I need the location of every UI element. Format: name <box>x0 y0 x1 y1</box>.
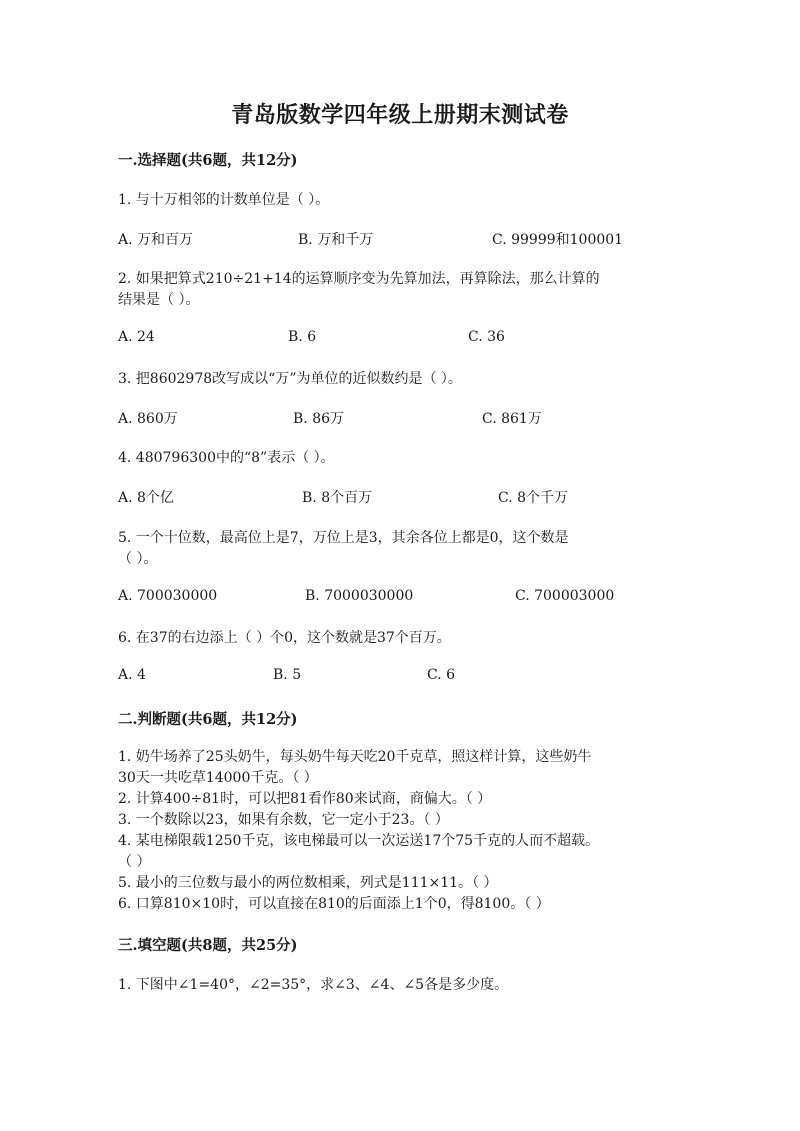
judgement-line: 1. 奶牛场养了25头奶牛，每头奶牛每天吃20千克草，照这样计算，这些奶牛 <box>118 749 592 765</box>
section-heading-choice: 一.选择题(共6题，共12分) <box>118 152 298 169</box>
option-a: A. 4 <box>118 667 146 683</box>
option-c: C. 6 <box>427 667 456 683</box>
option-c: C. 8个千万 <box>498 490 569 506</box>
question-text: 1. 下图中∠1=40°，∠2=35°，求∠3、∠4、∠5各是多少度。 <box>118 977 509 993</box>
option-a: A. 8个亿 <box>118 490 174 506</box>
option-c: C. 99999和100001 <box>492 232 624 248</box>
option-b: B. 86万 <box>293 411 345 427</box>
question-text: 6. 在37的右边添上（ ）个0，这个数就是37个百万。 <box>118 630 451 646</box>
question-text: 3. 把8602978改写成以“万”为单位的近似数约是（ ）。 <box>118 371 462 387</box>
option-b: B. 8个百万 <box>302 490 373 506</box>
option-c: C. 700003000 <box>515 588 615 604</box>
judgement-line: 3. 一个数除以23，如果有余数，它一定小于23。（ ） <box>118 812 449 828</box>
judgement-line: 30天一共吃草14000千克。（ ） <box>118 770 318 786</box>
option-c: C. 861万 <box>482 411 542 427</box>
option-a: A. 万和百万 <box>118 232 194 248</box>
option-c: C. 36 <box>468 329 505 345</box>
question-text: 5. 一个十位数，最高位上是7，万位上是3，其余各位上都是0，这个数是 <box>118 530 569 546</box>
question-text: （ ）。 <box>118 551 158 567</box>
judgement-line: 4. 某电梯限载1250千克，该电梯最可以一次运送17个75千克的人而不超载。 <box>118 833 600 849</box>
option-b: B. 5 <box>273 667 302 683</box>
question-text: 2. 如果把算式210÷21+14的运算顺序变为先算加法，再算除法，那么计算的 <box>118 271 600 287</box>
judgement-line: 2. 计算400÷81时，可以把81看作80来试商，商偏大。（ ） <box>118 791 492 807</box>
judgement-line: （ ） <box>118 854 151 870</box>
option-b: B. 6 <box>288 329 317 345</box>
question-text: 1. 与十万相邻的计数单位是（ ）。 <box>118 192 330 208</box>
option-b: B. 7000030000 <box>305 588 414 604</box>
option-b: B. 万和千万 <box>298 232 374 248</box>
section-heading-true-false: 二.判断题(共6题，共12分) <box>118 711 298 728</box>
question-text: 4. 480796300中的“8”表示（ ）。 <box>118 450 335 466</box>
judgement-line: 5. 最小的三位数与最小的两位数相乘，列式是111×11。（ ） <box>118 875 498 891</box>
page-title: 青岛版数学四年级上册期末测试卷 <box>231 102 569 128</box>
option-a: A. 860万 <box>118 411 178 427</box>
option-a: A. 700030000 <box>118 588 218 604</box>
question-text: 结果是（ ）。 <box>118 292 200 308</box>
option-a: A. 24 <box>118 329 155 345</box>
section-heading-fill-in: 三.填空题(共8题，共25分) <box>118 937 298 954</box>
judgement-line: 6. 口算810×10时，可以直接在810的后面添上1个0，得8100。（ ） <box>118 896 550 912</box>
